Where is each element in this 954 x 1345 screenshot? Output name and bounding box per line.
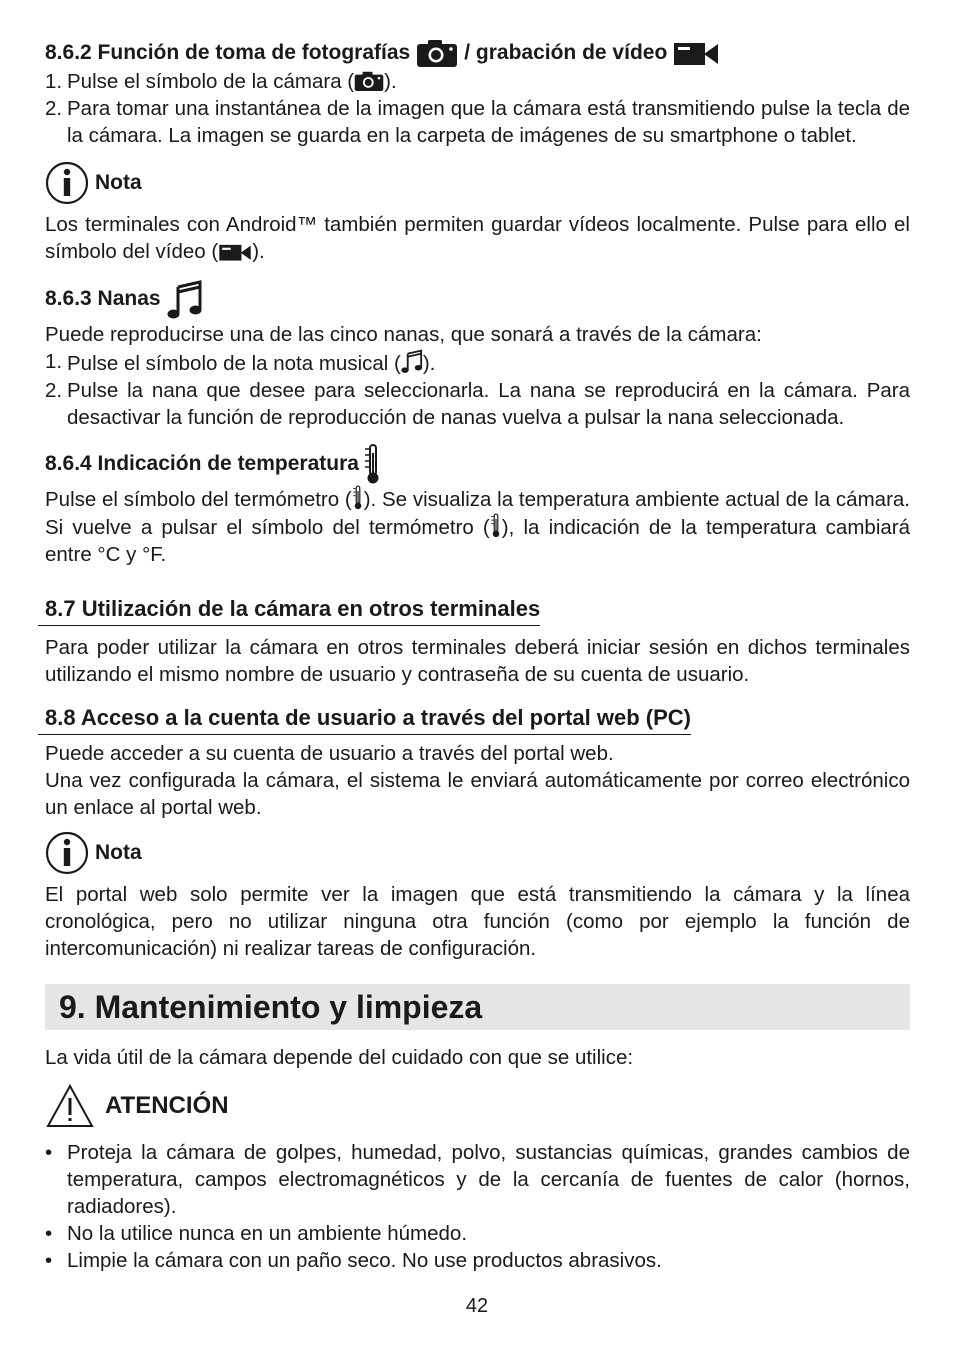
section-8-7-title: 8.7 Utilización de la cámara en otros terminales (45, 596, 541, 621)
text-part: Pulse el símbolo de la nota musical ( (67, 352, 401, 375)
text-part: ). (252, 240, 265, 263)
text-part: Pulse el símbolo de la cámara ( (67, 70, 355, 93)
bullet-item (45, 1247, 910, 1274)
thermometer-icon (490, 513, 502, 538)
section-8-6-4-title (45, 443, 910, 485)
list-text (67, 348, 910, 377)
section-8-8-heading-wrap (45, 703, 910, 735)
bullet-text: Proteja la cámara de golpes, humedad, polvo, sustancias químicas, grandes cambios de temperatura, campos electromagnéticos y de la cercanía de fuentes de calor (hornos, radiadores). (67, 1141, 910, 1218)
section-title-part: 8.6.3 Nanas (45, 287, 161, 310)
text-part: Pulse el símbolo del termómetro ( (45, 488, 352, 511)
paragraph: Una vez configurada la cámara, el sistema le enviará automáticamente por correo electrónico un enlace al portal web. (45, 769, 910, 819)
camera-icon (354, 70, 384, 92)
list-item (45, 95, 910, 149)
text-part: Los terminales con Android™ también permiten guardar vídeos localmente. Pulse para ello el símbolo del vídeo ( (45, 213, 910, 263)
text-part: ). Se visualiza la temperatura ambiente actual de la cámara. Si vuelve a pulsar el símbolo del termómetro ( (45, 488, 910, 539)
paragraph: La vida útil de la cámara depende del cuidado con que se utilice: (45, 1046, 634, 1069)
text-part: ). (422, 352, 436, 375)
paragraph: Puede acceder a su cuenta de usuario a través del portal web. (45, 742, 614, 765)
paragraph: Para poder utilizar la cámara en otros terminales deberá iniciar sesión en dichos terminales utilizando el mismo nombre de usuario y contraseña de su cuenta de usuario. (45, 636, 910, 686)
section-8-7-heading-wrap (45, 594, 910, 626)
text-part: ). (384, 70, 397, 93)
bullet-item (45, 1139, 910, 1220)
list-item (45, 348, 910, 377)
video-camera-icon (218, 242, 252, 262)
bullet-text: No la utilice nunca en un ambiente húmedo. (67, 1222, 468, 1245)
note-label: Nota (95, 841, 142, 864)
list-item (45, 68, 910, 95)
thermometer-icon (363, 443, 383, 485)
bullet-item (45, 1220, 910, 1247)
bullet: • (45, 1141, 53, 1164)
paragraph: Puede reproducirse una de las cinco nanas, que sonará a través de la cámara: (45, 323, 762, 346)
section-8-8-title: 8.8 Acceso a la cuenta de usuario a través del portal web (PC) (45, 705, 691, 730)
list-item (45, 377, 910, 431)
warning-triangle-icon (45, 1083, 95, 1129)
bullet-text: Limpie la cámara con un paño seco. No use productos abrasivos. (67, 1249, 662, 1272)
section-8-8-heading (38, 703, 691, 735)
manual-page (45, 0, 910, 1274)
attention-heading (45, 1083, 910, 1129)
note-text: El portal web solo permite ver la imagen que está transmitiendo la cámara y la línea cronológica, pero no utilizar ninguna otra función (como por ejemplo la función de intercomunicación) ni realizar tareas de configuración. (45, 883, 910, 960)
attention-label: ATENCIÓN (105, 1092, 229, 1119)
list-number: 1. (45, 350, 63, 373)
list-text: Para tomar una instantánea de la imagen que la cámara está transmitiendo pulse la tecla de la cámara. La imagen se guarda en la carpeta de imágenes de su smartphone o tablet. (67, 97, 910, 147)
section-title-part: 8.6.4 Indicación de temperatura (45, 452, 359, 475)
list-number: 2. (45, 379, 63, 402)
page-number: 42 (465, 1295, 489, 1317)
list-text: Pulse la nana que desee para seleccionarla. La nana se reproducirá en la cámara. Para desactivar la función de reproducción de nanas vuelva a pulsar la nana seleccionada. (67, 379, 910, 429)
note-heading (45, 831, 910, 875)
thermometer-icon (352, 485, 364, 510)
section-title-part: / grabación de vídeo (464, 41, 668, 64)
video-camera-icon (673, 39, 719, 67)
text-part: ), la indicación de la temperatura cambiará entre °C y °F. (45, 516, 910, 566)
section-8-6-3-title (45, 279, 910, 319)
note-label: Nota (95, 171, 142, 194)
music-note-icon (401, 348, 423, 374)
paragraph (45, 485, 910, 568)
camera-icon (416, 38, 458, 68)
section-8-6-2-title (45, 38, 910, 68)
list-text (67, 68, 910, 95)
bullet: • (45, 1249, 53, 1272)
section-title-part: 8.6.2 Función de toma de fotografías (45, 41, 411, 64)
list-number: 1. (45, 70, 63, 93)
chapter-9-title: 9. Mantenimiento y limpieza (45, 984, 910, 1030)
music-note-icon (167, 279, 203, 319)
bullet: • (45, 1222, 53, 1245)
note-heading (45, 161, 910, 205)
section-8-7-heading (38, 594, 540, 626)
list-number: 2. (45, 97, 63, 120)
info-icon (45, 161, 89, 205)
info-icon (45, 831, 89, 875)
note-text (45, 211, 910, 265)
